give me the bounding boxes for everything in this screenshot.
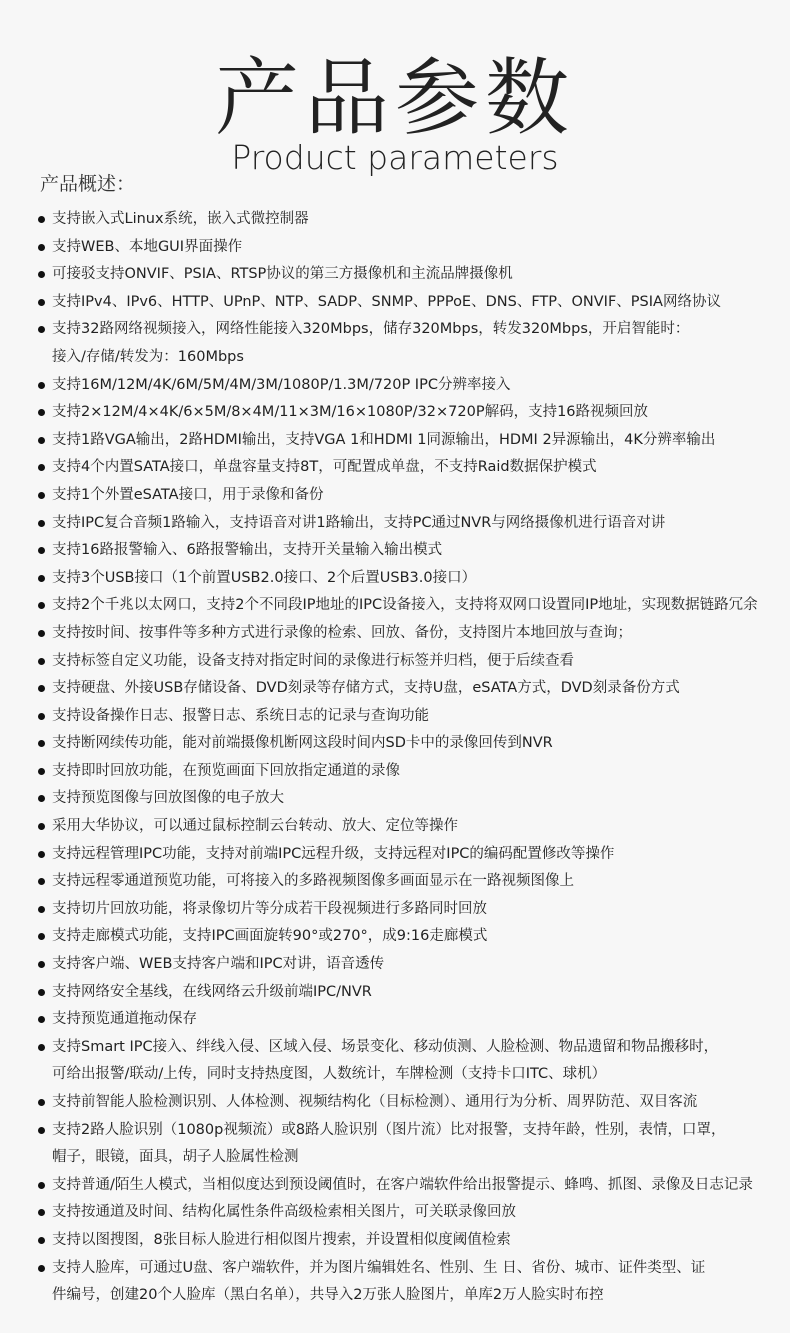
feature-text: 支持远程管理IPC功能，支持对前端IPC远程升级，支持远程对IPC的编码配置修改等操作: [52, 845, 615, 862]
bullet-dot-icon: [38, 685, 45, 692]
bullet-dot-icon: [38, 740, 45, 747]
feature-text: 支持4个内置SATA接口，单盘容量支持8T，可配置成单盘，不支持Raid数据保护模式: [52, 459, 597, 476]
page-title-cn: 产品参数: [214, 49, 575, 147]
page-title-en: Product parameters: [231, 138, 559, 177]
bullet-dot-icon: [38, 878, 45, 885]
feature-item: [36, 1227, 790, 1255]
feature-text: 支持按时间、按事件等多种方式进行录像的检索、回放、备份，支持图片本地回放与查询；: [52, 624, 632, 641]
feature-item: [36, 648, 790, 676]
feature-text: 支持预览通道拖动保存: [52, 1011, 197, 1028]
bullet-dot-icon: [38, 1237, 45, 1244]
bullet-dot-icon: [38, 492, 45, 499]
feature-text: 支持断网续传功能，能对前端摄像机断网这段时间内SD卡中的录像回传到NVR: [52, 735, 553, 752]
feature-text: 支持IPC复合音频1路输入，支持语音对讲1路输出，支持PC通过NVR与网络摄像机进行语音对讲: [52, 514, 666, 531]
feature-list: [36, 206, 790, 1310]
bullet-dot-icon: [38, 933, 45, 940]
bullet-dot-icon: [38, 989, 45, 996]
feature-text: 支持IPv4、IPv6、HTTP、UPnP、NTP、SADP、SNMP、PPPoE、DNS、FTP、ONVIF、PSIA网络协议: [52, 293, 721, 310]
feature-item: [36, 427, 790, 455]
feature-text: 支持3个USB接口（1个前置USB2.0接口、2个后置USB3.0接口）: [52, 569, 477, 586]
bullet-dot-icon: [38, 299, 45, 306]
bullet-dot-icon: [38, 520, 45, 527]
feature-item: [36, 1034, 790, 1089]
feature-text: 支持前智能人脸检测识别、人体检测、视频结构化（目标检测）、通用行为分析、周界防范、双目客流: [52, 1094, 698, 1110]
bullet-dot-icon: [38, 547, 45, 554]
feature-item: [36, 454, 790, 482]
feature-text: 支持即时回放功能，在预览画面下回放指定通道的录像: [52, 762, 400, 779]
bullet-dot-icon: [38, 1209, 45, 1216]
feature-item: [36, 234, 790, 262]
bullet-dot-icon: [38, 271, 45, 278]
feature-item: [36, 482, 790, 510]
feature-text: 件编号，创建20个人脸库（黑白名单），共导入2万张人脸图片，单库2万人脸实时布控: [52, 1287, 604, 1304]
feature-item: [36, 841, 790, 869]
feature-item: [36, 372, 790, 400]
feature-text: 支持2个千兆以太网口，支持2个不同段IP地址的IPC设备接入，支持将双网口设置同IP地址，实现数据链路冗余: [52, 597, 758, 614]
feature-item: [36, 896, 790, 924]
section-label: 产品概述：: [40, 173, 136, 195]
feature-text: 接入/存储/转发为：160Mbps: [52, 348, 244, 365]
feature-item: [36, 537, 790, 565]
feature-text: 可给出报警/联动/上传，同时支持热度图，人数统计，车牌检测（支持卡口ITC、球机）: [52, 1066, 607, 1083]
feature-item: [36, 1172, 790, 1200]
bullet-dot-icon: [38, 906, 45, 913]
feature-item: [36, 399, 790, 427]
bullet-dot-icon: [38, 1127, 45, 1134]
feature-text: 支持普通/陌生人模式，当相似度达到预设阈值时，在客户端软件给出报警提示、蜂鸣、抓图、录像及日志记录: [52, 1176, 753, 1193]
feature-item: [36, 1089, 790, 1117]
feature-item: [36, 951, 790, 979]
feature-text: 支持标签自定义功能，设备支持对指定时间的录像进行标签并归档，便于后续查看: [52, 652, 574, 669]
feature-text: 支持32路网络视频接入，网络性能接入320Mbps，储存320Mbps，转发320Mbps，开启智能时：: [52, 321, 690, 338]
bullet-dot-icon: [38, 795, 45, 802]
bullet-dot-icon: [38, 464, 45, 471]
feature-text: 支持以图搜图，8张目标人脸进行相似图片搜索，并设置相似度阈值检索: [52, 1231, 511, 1248]
bullet-dot-icon: [38, 768, 45, 775]
feature-item: [36, 261, 790, 289]
feature-text: 支持客户端、WEB支持客户端和IPC对讲，语音透传: [52, 956, 385, 973]
feature-item: [36, 979, 790, 1007]
feature-text: 支持按通道及时间、结构化属性条件高级检索相关图片，可关联录像回放: [52, 1204, 516, 1221]
bullet-dot-icon: [38, 823, 45, 830]
bullet-dot-icon: [38, 602, 45, 609]
feature-item: [36, 565, 790, 593]
feature-item: [36, 758, 790, 786]
feature-text: 支持嵌入式Linux系统，嵌入式微控制器: [52, 211, 309, 227]
bullet-dot-icon: [38, 1182, 45, 1189]
feature-text: 支持1路VGA输出，2路HDMI输出，支持VGA 1和HDMI 1同源输出，HDMI 2异源输出，4K分辨率输出: [52, 431, 716, 448]
bullet-dot-icon: [38, 244, 45, 251]
feature-text: 支持人脸库，可通过U盘、客户端软件，并为图片编辑姓名、性别、生 日、省份、城市、证件类型、证: [52, 1259, 706, 1276]
feature-item: [36, 868, 790, 896]
feature-text: 支持预览图像与回放图像的电子放大: [52, 790, 284, 807]
bullet-dot-icon: [38, 1016, 45, 1023]
feature-text: 支持16路报警输入、6路报警输出，支持开关量输入输出模式: [52, 542, 443, 559]
bullet-dot-icon: [38, 961, 45, 968]
feature-item: [36, 813, 790, 841]
feature-text: 支持设备操作日志、报警日志、系统日志的记录与查询功能: [52, 707, 429, 724]
feature-item: [36, 923, 790, 951]
feature-text: 支持硬盘、外接USB存储设备、DVD刻录等存储方式，支持U盘，eSATA方式，DVD刻录备份方式: [52, 680, 680, 697]
feature-text: 支持切片回放功能，将录像切片等分成若干段视频进行多路同时回放: [52, 900, 487, 917]
bullet-dot-icon: [38, 575, 45, 582]
feature-text: 采用大华协议，可以通过鼠标控制云台转动、放大、定位等操作: [52, 818, 458, 835]
bullet-dot-icon: [38, 382, 45, 389]
bullet-dot-icon: [38, 1099, 45, 1106]
bullet-dot-icon: [38, 851, 45, 858]
feature-item: [36, 675, 790, 703]
feature-item: [36, 1006, 790, 1034]
feature-text: 支持WEB、本地GUI界面操作: [52, 238, 243, 255]
feature-text: 支持Smart IPC接入、绊线入侵、区域入侵、场景变化、移动侦测、人脸检测、物品遗留和物品搬移时，: [52, 1038, 719, 1055]
bullet-dot-icon: [38, 630, 45, 637]
feature-text: 支持16M/12M/4K/6M/5M/4M/3M/1080P/1.3M/720P IPC分辨率接入: [52, 376, 511, 393]
bullet-dot-icon: [38, 1265, 45, 1272]
feature-item: [36, 620, 790, 648]
feature-text: 可接驳支持ONVIF、PSIA、RTSP协议的第三方摄像机和主流品牌摄像机: [52, 266, 513, 283]
bullet-dot-icon: [38, 1044, 45, 1051]
feature-item: [36, 592, 790, 620]
feature-item: [36, 730, 790, 758]
feature-item: [36, 1117, 790, 1172]
feature-item: [36, 1199, 790, 1227]
feature-text: 支持1个外置eSATA接口，用于录像和备份: [52, 486, 324, 503]
feature-text: 支持走廊模式功能，支持IPC画面旋转90°或270°，成9:16走廊模式: [52, 928, 488, 945]
feature-text: 支持2路人脸识别（1080p视频流）或8路人脸识别（图片流）比对报警，支持年龄，性别，表情，口罩，: [52, 1121, 726, 1138]
bullet-dot-icon: [38, 409, 45, 416]
feature-text: 帽子，眼镜，面具，胡子人脸属性检测: [52, 1149, 299, 1166]
feature-text: 支持远程零通道预览功能，可将接入的多路视频图像多画面显示在一路视频图像上: [52, 873, 574, 890]
feature-item: [36, 316, 790, 371]
bullet-dot-icon: [38, 437, 45, 444]
feature-item: [36, 1255, 790, 1310]
feature-text: 支持2×12M/4×4K/6×5M/8×4M/11×3M/16×1080P/32×720P解码，支持16路视频回放: [52, 404, 649, 421]
feature-item: [36, 206, 790, 234]
bullet-dot-icon: [38, 326, 45, 333]
feature-item: [36, 785, 790, 813]
bullet-dot-icon: [38, 713, 45, 720]
feature-item: [36, 289, 790, 317]
bullet-dot-icon: [38, 658, 45, 665]
feature-text: 支持网络安全基线，在线网络云升级前端IPC/NVR: [52, 983, 372, 1000]
bullet-dot-icon: [38, 216, 45, 223]
feature-item: [36, 510, 790, 538]
feature-item: [36, 703, 790, 731]
